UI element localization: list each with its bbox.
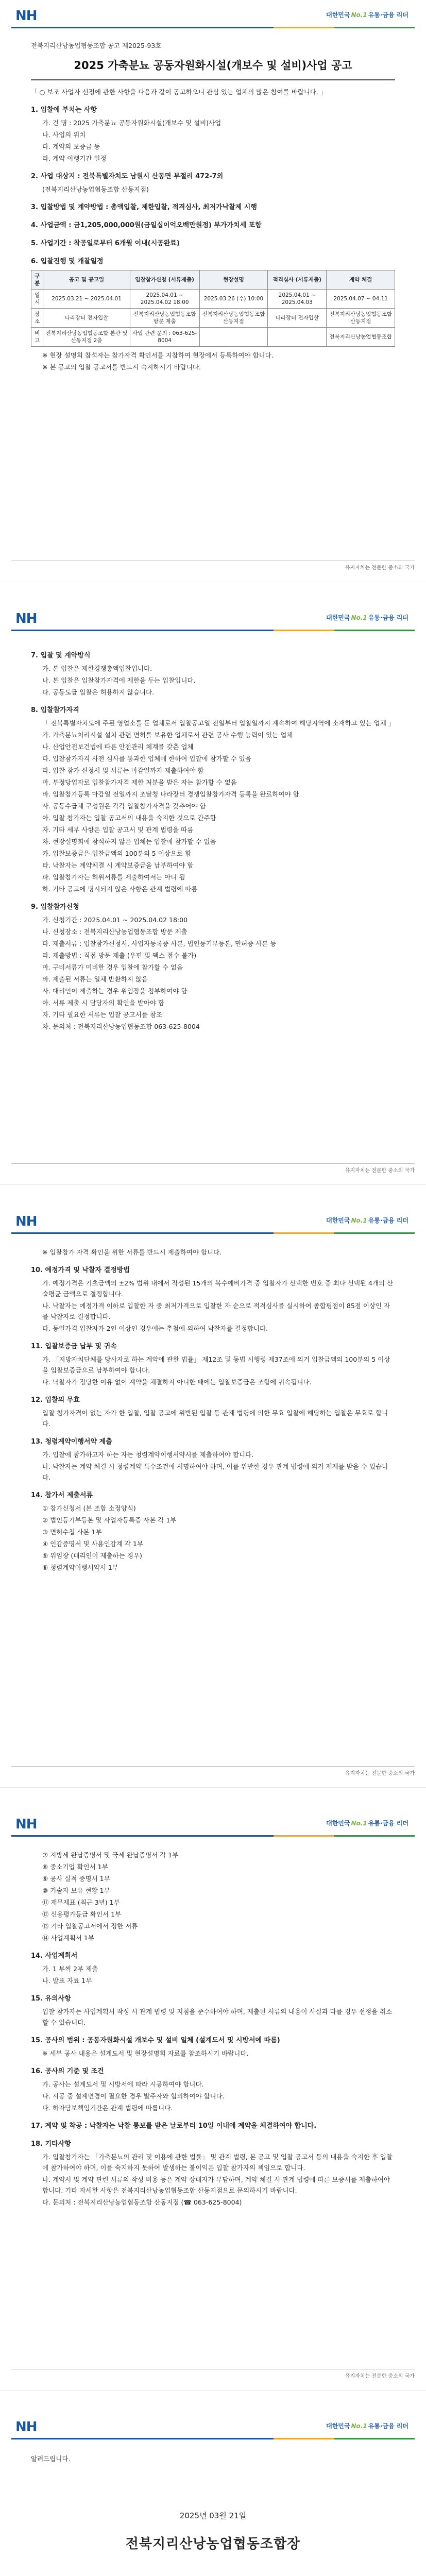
section-item: 가. 입찰에 참가하고자 하는 자는 청렴계약이행서약서를 제출하여야 합니다. xyxy=(42,1451,254,1459)
section-item: ⑩ 기술자 보유 현황 1부 xyxy=(42,1887,110,1894)
section-item: 나. 신청장소 : 전북지리산낭농업협동조합 방문 제출 xyxy=(42,928,188,936)
section-item: 가. 건 명 : 2025 가축분뇨 공동자원화시설(개보수 및 설비)사업 xyxy=(42,119,221,127)
table-row xyxy=(31,290,395,309)
section-item: 파. 입찰참가자는 허위서류를 제출하여서는 아니 됨 xyxy=(42,873,185,881)
page-3 xyxy=(0,1206,426,1788)
table-cell: 2025.03.26 (수) 10:00 xyxy=(199,290,268,309)
section-item: (전북지리산낭농업협동조합 산동지점) xyxy=(42,185,149,193)
page-1-content xyxy=(31,40,395,374)
section-item: 라. 제출방법 : 직접 방문 제출 (우편 및 팩스 접수 불가) xyxy=(42,952,197,959)
section-item: 바. 입찰참가등록 마감일 전일까지 조달청 나라장터 경쟁입찰참가자격 등록을 완료하여야 함 xyxy=(42,790,299,798)
section-item: 나. 시공 중 설계변경이 필요한 경우 발주자와 협의하여야 합니다. xyxy=(42,2092,225,2100)
nh-logo: NH xyxy=(15,8,37,24)
section-heading: 4. 사업금액 : 금1,205,000,000원(금일십이억오백만원정) 부가가치세 포함 xyxy=(31,222,262,229)
section-item: ⑨ 공사 실적 증명서 1부 xyxy=(42,1875,110,1883)
page-footer: 유지자치는 전문한 중소의 국가 xyxy=(11,1766,415,1776)
page-5 xyxy=(0,2411,426,2576)
document-number: 전북지리산낭농업협동조합 공고 제2025-93호 xyxy=(31,42,162,49)
section-item: 다. 계약의 보증금 등 xyxy=(42,143,100,150)
table-header-cell: 계약 체결 xyxy=(327,270,395,290)
section-item: ⑫ 신용평가등급 확인서 1부 xyxy=(42,1910,122,1918)
page-4-content xyxy=(31,1849,395,2209)
section-item: 입찰 참가자격이 없는 자가 한 입찰, 입찰 공고에 위반된 입찰 등 관계 법령에 의한 무효 입찰에 해당하는 입찰은 무효로 합니다. xyxy=(42,1409,388,1428)
page-header xyxy=(5,2416,421,2442)
table-header-cell: 공고 및 공고일 xyxy=(43,270,130,290)
section-item: 다. 제출서류 : 입찰참가신청서, 사업자등록증 사본, 법인등기부등본, 면허증 사본 등 xyxy=(42,940,277,947)
section-heading: 10. 예정가격 및 낙찰자 결정방법 xyxy=(31,1266,130,1274)
schedule-table xyxy=(31,270,395,347)
page-2-content xyxy=(31,643,395,1033)
section-item: ⑦ 지방세 완납증명서 및 국세 완납증명서 각 1부 xyxy=(42,1851,179,1859)
page-3-content xyxy=(31,1246,395,1574)
section-heading: 11. 입찰보증금 납부 및 귀속 xyxy=(31,1343,117,1350)
section-heading: 13. 청렴계약이행서약 제출 xyxy=(31,1438,112,1446)
section-item: 마. 구비서류가 미비한 경우 입찰에 참가할 수 없음 xyxy=(42,963,183,971)
section-item: 가. 입찰참가자는 「가축분뇨의 관리 및 이용에 관한 법률」 및 관계 법령, 본 공고 및 입찰 공고서 등의 내용을 숙지한 후 입찰에 참가하여야 하며, 이를 숙지하지 못하여 발생하는 불이익은 입찰 참가자의 책임으로 합니다. xyxy=(42,2153,393,2172)
table-cell: 장소 xyxy=(31,309,43,328)
table-header-row xyxy=(31,270,395,290)
section-item: 가. 가축분뇨처리시설 설치 관련 면허를 보유한 업체로서 관련 공사 수행 능력이 있는 업체 xyxy=(42,731,293,739)
intro-paragraph: 「 ○ 보조 사업자 선정에 관한 사항을 다음과 같이 공고하오니 관심 있는 업체의 많은 참여를 바랍니다. 」 xyxy=(31,88,327,96)
section-item: 가. 예정가격은 기초금액의 ±2% 범위 내에서 작성된 15개의 복수예비가격 중 입찰자가 선택한 번호 중 최다 선택된 4개의 산술평균 금액으로 결정합니다. xyxy=(42,1279,394,1298)
section-heading: 18. 기타사항 xyxy=(31,2140,71,2148)
page-2 xyxy=(0,603,426,1185)
table-cell: 전북지리산낭농업협동조합 산동지점 xyxy=(327,309,395,328)
section-heading: 15. 유의사항 xyxy=(31,1995,71,2003)
section-item: 다. 문의처 : 전북지리산낭농업협동조합 산동지점 (☎ 063-625-8004) xyxy=(42,2198,242,2206)
section-item: 라. 계약 이행기간 일정 xyxy=(42,155,107,162)
section-item: 다. 하자담보책임기간은 관계 법령에 따릅니다. xyxy=(42,2104,173,2112)
header-rule xyxy=(11,1232,415,1234)
section-item: 나. 사업의 위치 xyxy=(42,131,86,139)
section-item: 다. 동일가격 입찰자가 2인 이상인 경우에는 추첨에 의하여 낙찰자를 결정합니다. xyxy=(42,1325,268,1332)
table-cell: 전북지리산낭농업협동조합 본관 및 산동지점 2층 xyxy=(43,328,130,347)
section-heading: 6. 입찰진행 및 개찰일정 xyxy=(31,258,104,265)
table-row xyxy=(31,328,395,347)
header-slogan: 대한민국 No.1 유통·금융 리더 xyxy=(326,1820,408,1827)
section-item: ① 참가신청서 (본 조합 소정양식) xyxy=(42,1504,136,1512)
section-item: ⑧ 중소기업 확인서 1부 xyxy=(42,1863,108,1871)
section-heading: 2. 사업 대상지 : 전북특별자치도 남원시 산동면 부절리 472-7외 xyxy=(31,173,224,180)
header-rule xyxy=(11,1835,415,1837)
page-header xyxy=(5,5,421,31)
table-cell: 2025.04.01 ~ 2025.04.02 18:00 xyxy=(130,290,199,309)
section-item: 사. 공동수급체 구성원은 각각 입찰참가자격을 갖추어야 함 xyxy=(42,802,206,810)
section-item: 사. 대리인이 제출하는 경우 위임장을 첨부하여야 함 xyxy=(42,987,188,995)
header-slogan: 대한민국 No.1 유통·금융 리더 xyxy=(326,614,408,621)
section-heading: 12. 입찰의 무효 xyxy=(31,1396,80,1404)
section-item: 나. 산업안전보건법에 따른 안전관리 체계를 갖춘 업체 xyxy=(42,743,194,751)
section-heading: 9. 입찰참가신청 xyxy=(31,903,79,911)
section-item: 라. 입찰 참가 신청서 및 서류는 마감일까지 제출하여야 함 xyxy=(42,767,204,774)
table-cell: 2025.03.21 ~ 2025.04.01 xyxy=(43,290,130,309)
section-item: 차. 현장설명회에 참석하지 않은 업체는 입찰에 참가할 수 없음 xyxy=(42,838,216,845)
header-slogan: 대한민국 No.1 유통·금융 리더 xyxy=(326,1217,408,1224)
table-cell: 사업 관련 문의 : 063-625-8004 xyxy=(130,328,199,347)
section-item: ⑬ 기타 입찰공고서에서 정한 서류 xyxy=(42,1922,138,1930)
table-cell: 나라장터 전자입찰 xyxy=(43,309,130,328)
section-item: 카. 입찰보증금은 입찰금액의 100분의 5 이상으로 함 xyxy=(42,850,192,857)
section-item: 아. 서류 제출 시 담당자의 확인을 받아야 함 xyxy=(42,999,165,1007)
section-item: 나. 낙찰자가 정당한 이유 없이 계약을 체결하지 아니한 때에는 입찰보증금은 조합에 귀속됩니다. xyxy=(42,1378,312,1386)
section-item: 나. 본 입찰은 입찰참가자격에 제한을 두는 입찰입니다. xyxy=(42,676,196,684)
section-item: 나. 낙찰자는 예정가격 이하로 입찰한 자 중 최저가격으로 입찰한 자 순으로 적격심사를 실시하여 종합평점이 85점 이상인 자를 낙찰자로 결정합니다. xyxy=(42,1302,390,1320)
page-1 xyxy=(0,0,426,582)
section-item: ③ 면허수첩 사본 1부 xyxy=(42,1528,102,1536)
table-cell xyxy=(199,328,268,347)
nh-logo: NH xyxy=(15,1817,37,1832)
title-divider xyxy=(31,79,395,80)
table-cell: 나라장터 전자입찰 xyxy=(268,309,327,328)
page-footer: 유지자치는 전문한 중소의 국가 xyxy=(11,2369,415,2379)
section-item: 가. 「지방자치단체를 당사자로 하는 계약에 관한 법률」 제12조 및 동법 시행령 제37조에 의거 입찰금액의 100분의 5 이상을 입찰보증금으로 납부하여야 합니다. xyxy=(42,1355,390,1374)
section-heading: 8. 입찰참가자격 xyxy=(31,706,79,714)
section-item: 나. 발표 자료 1부 xyxy=(42,1977,92,1985)
section-item: 자. 기타 필요한 서류는 입찰 공고서를 참조 xyxy=(42,1011,163,1019)
table-header-cell: 입찰참가신청 (서류제출) xyxy=(130,270,199,290)
table-cell: 일시 xyxy=(31,290,43,309)
section-item: 나. 계약서 및 계약 관련 서류의 작성 비용 등은 계약 상대자가 부담하며, 계약 체결 시 관계 법령에 따른 보증서를 제출하여야 합니다. 기타 자세한 사항은 전북지리산낭농업협동조합 산동지점으로 문의하시기 바랍니다. xyxy=(42,2176,390,2194)
table-header-cell: 현장설명 xyxy=(199,270,268,290)
header-slogan: 대한민국 No.1 유통·금융 리더 xyxy=(326,2422,408,2430)
section-item: 하. 기타 공고에 명시되지 않은 사항은 관계 법령에 따름 xyxy=(42,885,198,893)
announcement-date: 2025년 03월 21일 xyxy=(179,2511,247,2520)
table-cell: 2025.04.01 ~ 2025.04.03 xyxy=(268,290,327,309)
header-rule xyxy=(11,630,415,631)
page-5-content xyxy=(31,2451,395,2550)
section-heading: 16. 공사의 기준 및 조건 xyxy=(31,2067,104,2075)
table-cell: 비고 xyxy=(31,328,43,347)
section-item: ※ 입찰참가 자격 확인을 위한 서류를 반드시 제출하여야 합니다. xyxy=(42,1248,222,1256)
section-item: 입찰 참가자는 사업계획서 작성 시 관계 법령 및 지침을 준수하여야 하며, 제출된 서류의 내용이 사실과 다를 경우 선정을 취소할 수 있습니다. xyxy=(42,2008,393,2026)
section-item: 아. 입찰 참가자는 입찰 공고서의 내용을 숙지한 것으로 간주함 xyxy=(42,814,216,822)
table-header-cell: 구분 xyxy=(31,270,43,290)
page-footer: 유지자치는 전문한 중소의 국가 xyxy=(11,561,415,570)
section-item: ⑤ 위임장 (대리인이 제출하는 경우) xyxy=(42,1552,142,1560)
table-cell: 전북지리산낭농업협동조합 xyxy=(327,328,395,347)
section-item: 가. 1 부씩 2부 제출 xyxy=(42,1965,98,1973)
table-cell xyxy=(268,328,327,347)
issuing-organization: 전북지리산낭농업협동조합장 xyxy=(125,2536,301,2552)
section-heading: 3. 입찰방법 및 계약방법 : 총액입찰, 제한입찰, 적격심사, 최저가낙찰제 시행 xyxy=(31,204,257,211)
nh-logo: NH xyxy=(15,2419,37,2435)
section-item: 가. 신청기간 : 2025.04.01 ~ 2025.04.02 18:00 xyxy=(42,916,188,924)
nh-logo: NH xyxy=(15,1214,37,1229)
table-header-cell: 적격심사 (서류제출) xyxy=(268,270,327,290)
document-title: 2025 가축분뇨 공동자원화시설(개보수 및 설비)사업 공고 xyxy=(74,59,352,72)
section-item: 자. 기타 세부 사항은 입찰 공고서 및 관계 법령을 따름 xyxy=(42,826,194,834)
closing-text: 알려드립니다. xyxy=(31,2455,71,2463)
page-header xyxy=(5,1211,421,1236)
section-heading: 7. 입찰 및 계약방식 xyxy=(31,652,91,659)
section-item: 나. 낙찰자는 계약 체결 시 청렴계약 특수조건에 서명하여야 하며, 이를 위반한 경우 관계 법령에 의거 제재를 받을 수 있습니다. xyxy=(42,1463,388,1481)
table-row xyxy=(31,309,395,328)
section-heading: 5. 사업기간 : 착공일로부터 6개월 이내(시공완료) xyxy=(31,240,180,247)
section-item: ② 법인등기부등본 및 사업자등록증 사본 각 1부 xyxy=(42,1516,177,1524)
section-item: 마. 부정당업자로 입찰참가자격 제한 처분을 받은 자는 참가할 수 없음 xyxy=(42,778,237,786)
section-item: 바. 제출된 서류는 일체 반환하지 않음 xyxy=(42,975,148,983)
page-4 xyxy=(0,1808,426,2391)
section-item: ⑪ 재무제표 (최근 3년) 1부 xyxy=(42,1899,120,1906)
section-item: ⑭ 사업계획서 1부 xyxy=(42,1934,94,1942)
table-cell: 전북지리산낭농업협동조합 산동지점 xyxy=(199,309,268,328)
header-slogan: 대한민국 No.1 유통·금융 리더 xyxy=(326,11,408,19)
nh-logo: NH xyxy=(15,611,37,626)
section-heading: 17. 계약 및 착공 : 낙찰자는 낙찰 통보를 받은 날로부터 10일 이내에 계약을 체결하여야 합니다. xyxy=(31,2122,317,2130)
section-item: 가. 본 입찰은 제한경쟁총액입찰입니다. xyxy=(42,665,152,672)
section-item: 타. 낙찰자는 계약체결 시 계약보증금을 납부하여야 함 xyxy=(42,861,194,869)
section-item: ※ 세부 공사 내용은 설계도서 및 현장설명회 자료를 참조하시기 바랍니다. xyxy=(42,2049,249,2057)
header-rule xyxy=(11,2438,415,2439)
section-heading: 15. 공사의 범위 : 공동자원화시설 개보수 및 설비 일체 (설계도서 및 시방서에 따름) xyxy=(31,2037,280,2044)
section-heading: 14. 사업계획서 xyxy=(31,1952,78,1960)
header-rule xyxy=(11,27,415,28)
section-item: ④ 인감증명서 및 사용인감계 각 1부 xyxy=(42,1540,144,1548)
page-footer: 유지자치는 전문한 중소의 국가 xyxy=(11,1163,415,1173)
section-heading: 1. 입찰에 부치는 사항 xyxy=(31,106,97,114)
section-item: 「 전북특별자치도에 주된 영업소를 둔 업체로서 입찰공고일 전일부터 입찰일까지 계속하여 해당지역에 소재하고 있는 업체 」 xyxy=(42,719,395,727)
page-header xyxy=(5,608,421,634)
section-item: 가. 공사는 설계도서 및 시방서에 따라 시공하여야 합니다. xyxy=(42,2080,204,2088)
section-item: 차. 문의처 : 전북지리산낭농업협동조합 063-625-8004 xyxy=(42,1023,200,1030)
table-cell: 전북지리산낭농업협동조합 방문 제출 xyxy=(130,309,199,328)
table-cell: 2025.04.07 ~ 04.11 xyxy=(327,290,395,309)
section-item: 다. 입찰참가자격 사전 심사를 통과한 업체에 한하여 입찰에 참가할 수 있음 xyxy=(42,755,251,762)
section-heading: 14. 참가서 제출서류 xyxy=(31,1492,93,1499)
page-header xyxy=(5,1814,421,1839)
section-item: ⑥ 청렴계약이행서약서 1부 xyxy=(42,1564,118,1571)
note-line: ※ 현장 설명회 참석자는 참가자격 확인서를 지참하여 현장에서 등록하여야 합니다. xyxy=(42,351,274,359)
note-line: ※ 본 공고의 입찰 공고서를 반드시 숙지하시기 바랍니다. xyxy=(42,363,201,371)
section-item: 다. 공동도급 입찰은 허용하지 않습니다. xyxy=(42,688,155,696)
